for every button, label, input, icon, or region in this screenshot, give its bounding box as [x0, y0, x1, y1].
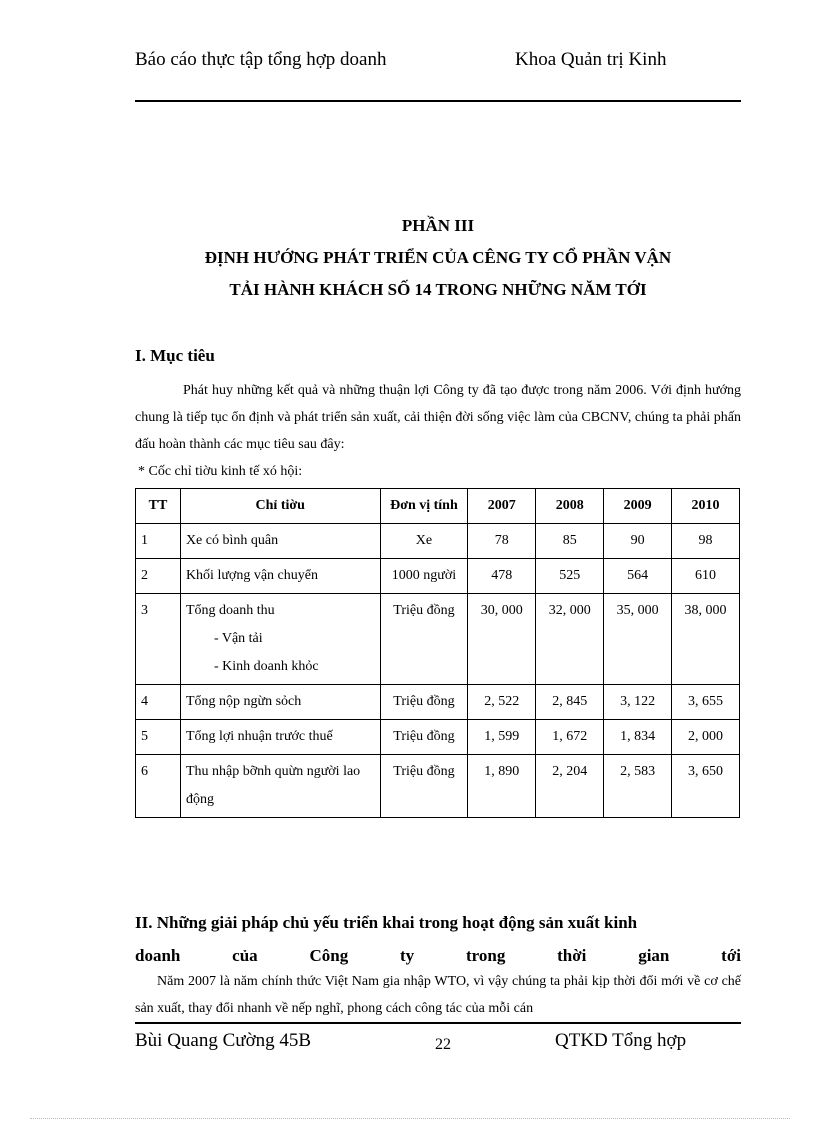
row-indicator: Tổng nộp ngừn sỏch — [180, 685, 380, 720]
row-tt: 2 — [136, 559, 181, 594]
part-title — [135, 210, 741, 306]
table-row — [136, 559, 740, 594]
row-indicator: Khối lượng vận chuyển — [180, 559, 380, 594]
row-sub-item: - Kinh doanh khỏc — [213, 659, 319, 674]
row-unit: Triệu đồng — [380, 720, 468, 755]
header-2007: 2007 — [468, 489, 536, 524]
table-row — [136, 594, 740, 685]
section-1-heading: I. Mục tiêu — [135, 346, 215, 365]
page-header — [135, 48, 741, 102]
header-2008: 2008 — [536, 489, 604, 524]
row-indicator: Tổng lợi nhuận trước thuế — [180, 720, 380, 755]
table-header-row — [136, 489, 740, 524]
footer-right-text: QTKD Tổng hợp — [555, 1030, 687, 1051]
row-sub-item: - Vận tải — [213, 631, 263, 646]
page-number: 22 — [435, 1036, 451, 1053]
row-unit: Xe — [380, 524, 468, 559]
heading-word: ty — [400, 946, 415, 965]
cell-2007: 1, 599 — [468, 720, 536, 755]
title-line-1: PHẦN III — [401, 216, 475, 235]
row-tt: 3 — [136, 594, 181, 685]
header-tt: TT — [136, 489, 181, 524]
section-2-paragraph — [135, 968, 741, 1022]
cell-2009: 90 — [604, 524, 672, 559]
cell-2008: 2, 845 — [536, 685, 604, 720]
header-2010: 2010 — [672, 489, 740, 524]
heading-word: trong — [465, 946, 506, 965]
section-2-paragraph-text: Năm 2007 là năm chính thức Việt Nam gia nhập WTO, vì vậy chúng ta phải kịp thời đổi mới về cơ chế sản xuất, thay đổi nhanh về nếp nghĩ, phong cách công tác của mỗi cán — [135, 974, 741, 1016]
table-row — [136, 755, 740, 818]
page-bottom-divider — [30, 1118, 790, 1119]
table-row — [136, 685, 740, 720]
table-row — [136, 524, 740, 559]
cell-2010: 3, 650 — [672, 755, 740, 818]
header-2009: 2009 — [604, 489, 672, 524]
heading-word: Công — [309, 946, 349, 965]
row-indicator: Thu nhập bỡnh quừn người lao động — [180, 755, 380, 818]
table-caption: * Cốc chỉ tiờu kinh tế xó hội: — [138, 464, 303, 479]
cell-2010: 3, 655 — [672, 685, 740, 720]
title-line-2: ĐỊNH HƯỚNG PHÁT TRIỂN CỦA CÊNG TY CỔ PHẦN VẬN — [204, 248, 672, 267]
cell-2008: 85 — [536, 524, 604, 559]
cell-2010: 98 — [672, 524, 740, 559]
cell-2009: 3, 122 — [604, 685, 672, 720]
row-tt: 1 — [136, 524, 181, 559]
section-2-heading-line-1: II. Những giải pháp chủ yếu triển khai trong hoạt động sản xuất kinh — [135, 913, 638, 932]
cell-2009: 564 — [604, 559, 672, 594]
row-indicator: Xe có bình quân — [180, 524, 380, 559]
cell-2007: 30, 000 — [468, 594, 536, 685]
heading-word: doanh — [135, 946, 181, 965]
row-unit: Triệu đồng — [380, 755, 468, 818]
cell-2009: 1, 834 — [604, 720, 672, 755]
cell-2008: 32, 000 — [536, 594, 604, 685]
row-unit: Triệu đồng — [380, 594, 468, 685]
cell-2008: 2, 204 — [536, 755, 604, 818]
heading-word: gian — [638, 946, 670, 965]
cell-2007: 2, 522 — [468, 685, 536, 720]
header-left-text: Báo cáo thực tập tổng hợp doanh — [135, 49, 387, 70]
row-indicator-cell — [180, 594, 380, 685]
targets-table — [135, 488, 740, 818]
row-unit: Triệu đồng — [380, 685, 468, 720]
cell-2008: 525 — [536, 559, 604, 594]
cell-2010: 38, 000 — [672, 594, 740, 685]
header-unit: Đơn vị tính — [380, 489, 468, 524]
footer-author: Bùi Quang Cường 45B — [135, 1030, 312, 1051]
heading-word: thời — [557, 946, 587, 965]
cell-2010: 610 — [672, 559, 740, 594]
table-row — [136, 720, 740, 755]
cell-2008: 1, 672 — [536, 720, 604, 755]
row-indicator: Tổng doanh thu — [185, 603, 275, 618]
row-tt: 5 — [136, 720, 181, 755]
row-unit: 1000 người — [380, 559, 468, 594]
header-indicator: Chỉ tiờu — [180, 489, 380, 524]
section-1-paragraph — [135, 377, 741, 458]
cell-2010: 2, 000 — [672, 720, 740, 755]
cell-2007: 78 — [468, 524, 536, 559]
heading-word: tới — [721, 946, 741, 965]
cell-2009: 2, 583 — [604, 755, 672, 818]
cell-2009: 35, 000 — [604, 594, 672, 685]
cell-2007: 478 — [468, 559, 536, 594]
heading-word: của — [232, 946, 258, 965]
section-1-paragraph-text: Phát huy những kết quả và những thuận lợi Công ty đã tạo được trong năm 2006. Với định hướng chung là tiếp tục ổn định và phát triển sản xuất, cải thiện đời sống việc làm của CBCNV, chúng ta phải phấn đấu hoàn thành các mục tiêu sau đây: — [135, 383, 741, 452]
header-right-text: Khoa Quản trị Kinh — [515, 49, 667, 70]
row-tt: 6 — [136, 755, 181, 818]
row-tt: 4 — [136, 685, 181, 720]
cell-2007: 1, 890 — [468, 755, 536, 818]
section-2-heading — [135, 906, 741, 972]
title-line-3: TẢI HÀNH KHÁCH SỐ 14 TRONG NHỮNG NĂM TỚI — [229, 280, 647, 299]
page-footer — [135, 1022, 741, 1053]
